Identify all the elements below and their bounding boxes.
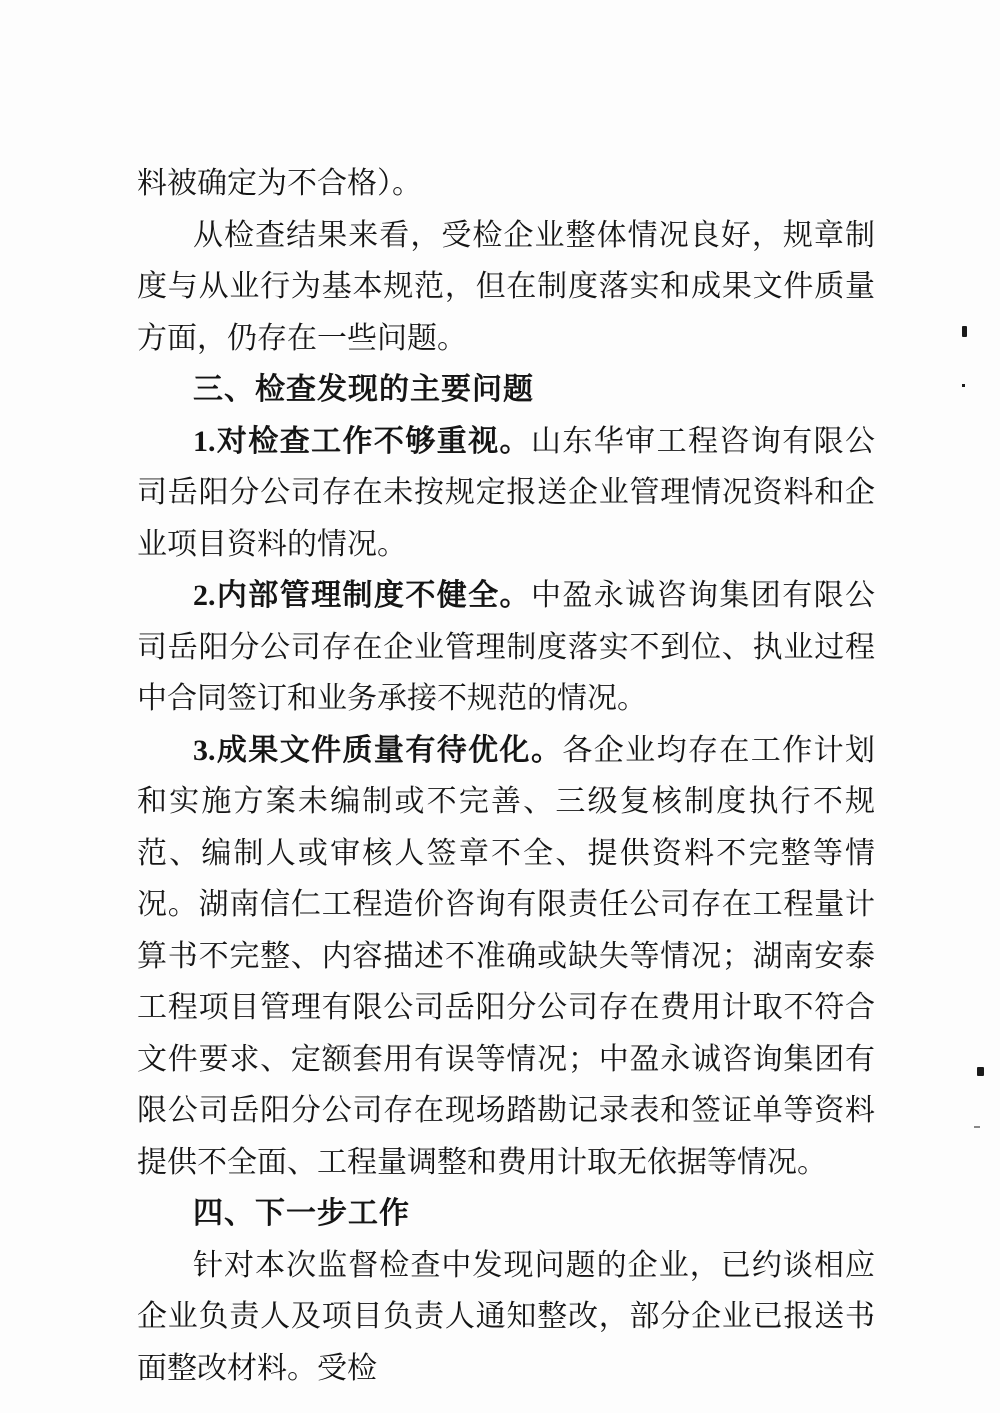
paragraph xyxy=(137,210,875,365)
paragraph xyxy=(137,1240,875,1395)
document-text xyxy=(137,158,875,1394)
paragraph xyxy=(137,570,875,725)
body-text: 各企业均存在工作计划和实施方案未编制或不完善、三级复核制度执行不规范、编制人或审核人签章不全、提供资料不完整等情况。湖南信仁工程造价咨询有限责任公司存在工程量计算书不完整、内容描述不准确或缺失等情况；湖南安泰工程项目管理有限公司岳阳分公司存在费用计取不符合文件要求、定额套用有误等情况；中盈永诚咨询集团有限公司岳阳分公司存在现场踏勘记录表和签证单等资料提供不全面、工程量调整和费用计取无依据等情况。 xyxy=(137,733,876,1179)
emphasis-text: 四、下一步工作 xyxy=(193,1197,410,1230)
scan-artifact xyxy=(974,1126,980,1128)
paragraph xyxy=(137,158,875,210)
paragraph xyxy=(137,416,875,571)
emphasis-text: 3.成果文件质量有待优化。 xyxy=(193,733,563,767)
scan-artifact xyxy=(977,1067,984,1076)
emphasis-text: 1.对检查工作不够重视。 xyxy=(193,424,531,458)
scan-artifact xyxy=(962,384,965,387)
emphasis-text: 三、检查发现的主要问题 xyxy=(193,373,534,406)
section-heading xyxy=(137,364,875,416)
body-text: 山东华审工程咨询有限公司岳阳分公司存在未按规定报送企业管理情况资料和企业项目资料的情况。 xyxy=(137,424,876,561)
body-text: 料被确定为不合格）。 xyxy=(137,167,422,200)
body-text: 针对本次监督检查中发现问题的企业，已约谈相应企业负责人及项目负责人通知整改，部分企业已报送书面整改材料。受检 xyxy=(137,1248,875,1385)
section-heading xyxy=(137,1188,875,1240)
emphasis-text: 2.内部管理制度不健全。 xyxy=(193,579,531,612)
scan-artifact xyxy=(962,326,967,337)
body-text: 从检查结果来看，受检企业整体情况良好，规章制度与从业行为基本规范，但在制度落实和成果文件质量方面，仍存在一些问题。 xyxy=(137,218,875,355)
paragraph xyxy=(137,725,875,1189)
body-text: 中盈永诚咨询集团有限公司岳阳分公司存在企业管理制度落实不到位、执业过程中合同签订和业务承接不规范的情况。 xyxy=(137,579,876,715)
